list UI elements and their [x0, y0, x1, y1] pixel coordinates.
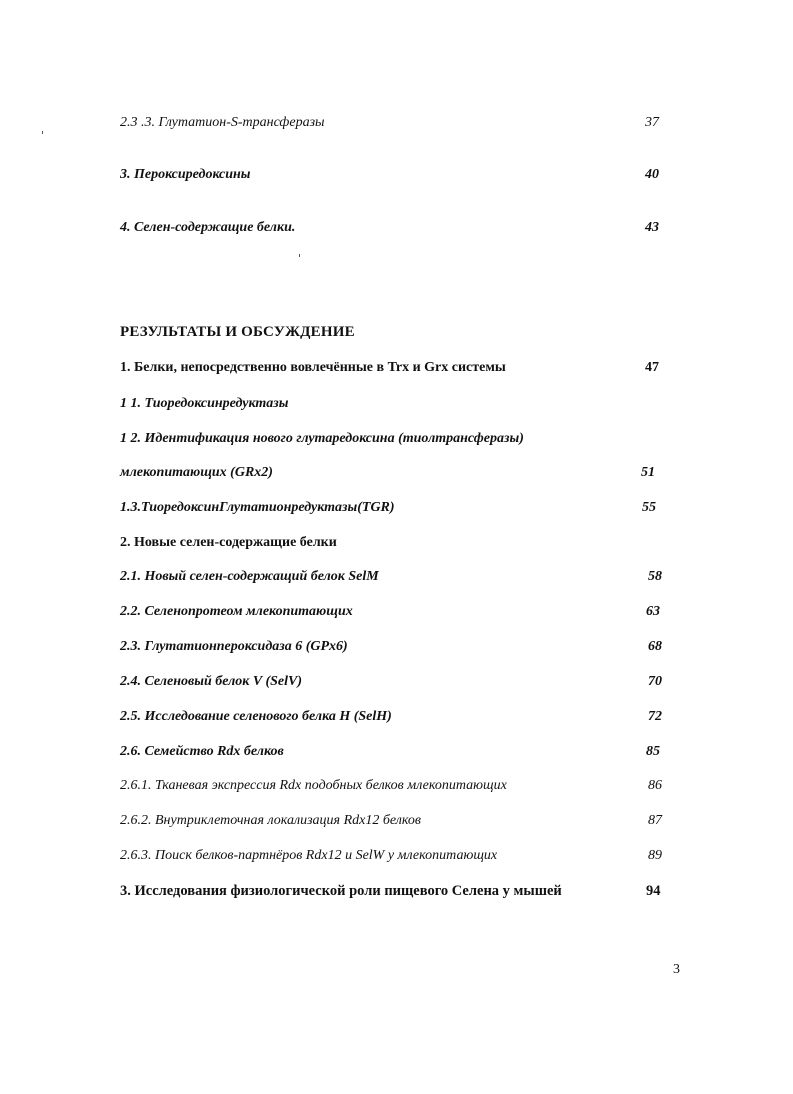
toc-entry-label: 2.6.1. Тканевая экспрессия Rdx подобных белков млекопитающих: [120, 778, 507, 793]
toc-entry-label: 3. Исследования физиологической роли пищевого Селена у мышей: [120, 883, 562, 899]
toc-entry-label: 2.5. Исследование селенового белка H (SelH): [120, 709, 392, 724]
toc-entry-page: 70: [648, 674, 662, 689]
toc-entry-page: 55: [642, 500, 656, 515]
scan-speck: [42, 131, 43, 134]
toc-entry-label: 2.4. Селеновый белок V (SelV): [120, 674, 302, 689]
toc-entry-page: 43: [645, 220, 659, 235]
toc-entry-page: 87: [648, 813, 662, 828]
toc-entry-page: 86: [648, 778, 662, 793]
toc-entry-label: млекопитающих (GRx2): [120, 465, 273, 480]
toc-entry-label: 1 2. Идентификация нового глутаредоксина (тиолтрансферазы): [120, 431, 524, 446]
toc-entry-label: 2.6. Семейство Rdx белков: [120, 744, 284, 759]
toc-entry-page: 89: [648, 848, 662, 863]
toc-entry-label: 2.2. Селенопротеом млекопитающих: [120, 604, 353, 619]
toc-entry-label: 4. Селен-содержащие белки.: [120, 220, 296, 235]
toc-entry-label: 2.1. Новый селен-содержащий белок SelM: [120, 569, 379, 584]
toc-entry-page: 47: [645, 360, 659, 375]
toc-entry-page: 68: [648, 639, 662, 654]
toc-entry-page: 40: [645, 167, 659, 182]
toc-entry-label: 2.3. Глутатионпероксидаза 6 (GPx6): [120, 639, 348, 654]
toc-entry-label: 1. Белки, непосредственно вовлечённые в Trx и Grx системы: [120, 360, 506, 375]
toc-entry-page: 37: [645, 115, 659, 130]
toc-entry-page: 94: [646, 883, 661, 899]
toc-entry-page: 72: [648, 709, 662, 724]
toc-entry-label: 3. Пероксиредоксины: [120, 167, 251, 182]
toc-entry-page: 85: [646, 744, 660, 759]
toc-entry-label: 2.3 .3. Глутатион-S-трансферазы: [120, 115, 325, 130]
toc-entry-label: 2.6.2. Внутриклеточная локализация Rdx12 белков: [120, 813, 421, 828]
toc-entry-label: 1.3.ТиоредоксинГлутатионредуктазы(TGR): [120, 500, 395, 515]
page-number: 3: [673, 962, 680, 977]
toc-entry-page: 58: [648, 569, 662, 584]
section-heading: РЕЗУЛЬТАТЫ И ОБСУЖДЕНИЕ: [120, 324, 355, 340]
toc-entry-label: 2. Новые селен-содержащие белки: [120, 535, 337, 550]
toc-entry-label: 1 1. Тиоредоксинредуктазы: [120, 396, 289, 411]
toc-entry-page: 63: [646, 604, 660, 619]
scan-speck: [299, 254, 300, 257]
toc-entry-page: 51: [641, 465, 655, 480]
toc-entry-label: 2.6.3. Поиск белков-партнёров Rdx12 и SelW у млекопитающих: [120, 848, 498, 863]
